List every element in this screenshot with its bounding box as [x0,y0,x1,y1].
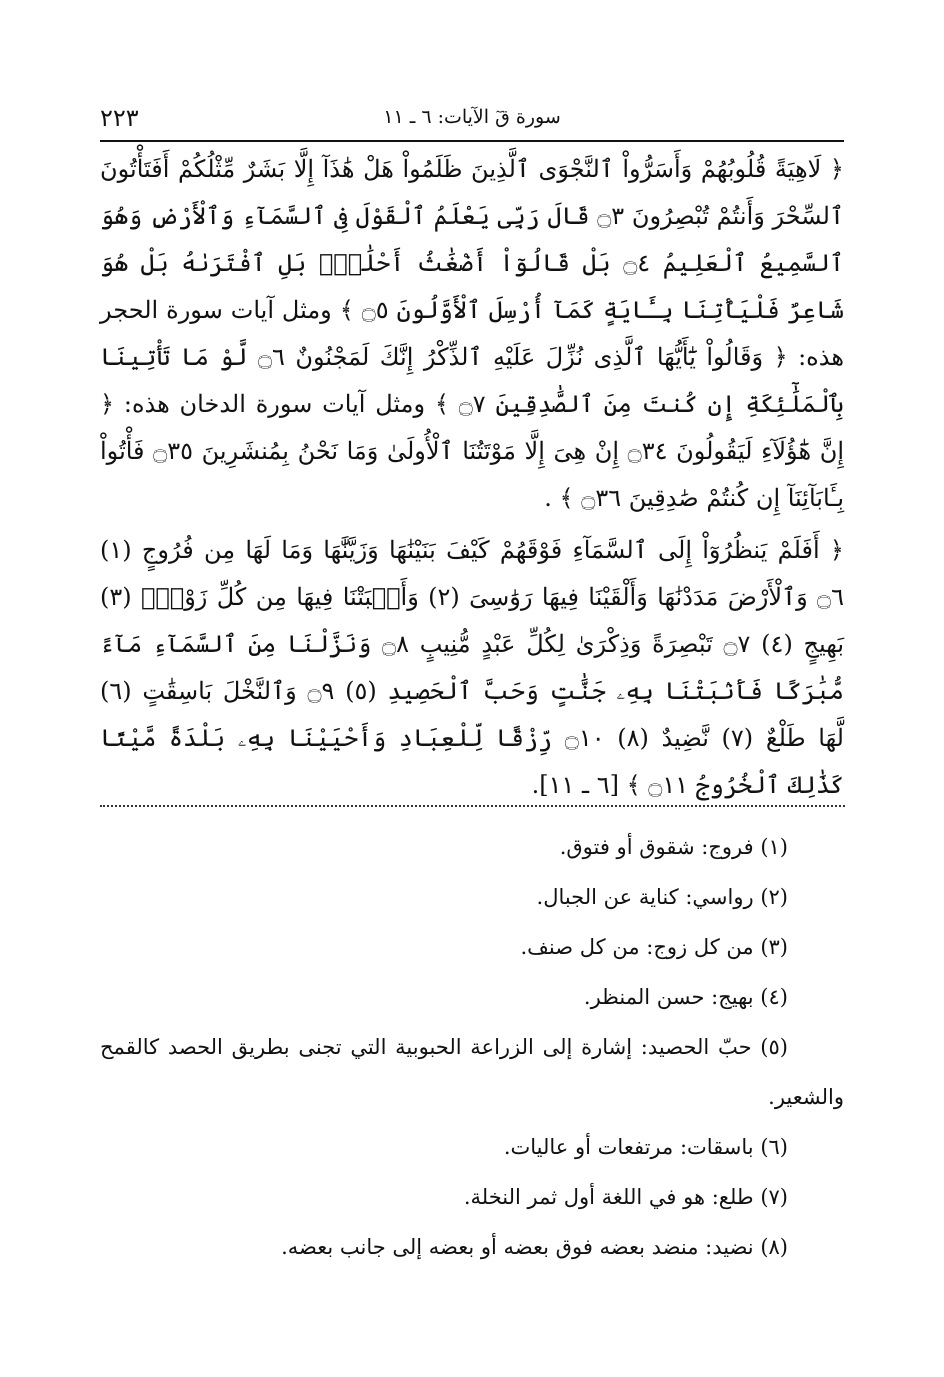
footnote-item: (٢) رواسي: كناية عن الجبال. [536,885,788,909]
body-paragraph-1: ﴿ لَاهِيَةً قُلُوبُهُمْ وَأَسَرُّواْ ٱلنَّجْوَى ٱلَّذِينَ ظَلَمُواْ هَلْ هَٰذَآ إِلَّا بَشَرٌ مِّثْلُكُمْ أَفَتَأْتُونَ ٱلسِّحْرَ وَأَنتُمْ تُبْصِرُونَ ۝٣ قَالَ رَبِّى يَعْلَمُ ٱلْقَوْلَ فِى ٱلسَّمَآءِ وَٱلْأَرْضِ وَهُوَ ٱلسَّمِيعُ ٱلْعَلِيمُ ۝٤ بَلْ قَالُوٓاْ أَضْغَٰثُ أَحْلَٰمٍۭ بَلِ ٱفْتَرَىٰهُ بَلْ هُوَ شَاعِرٌ فَلْيَأْتِنَا بِـَٔايَةٍ كَمَآ أُرْسِلَ ٱلْأَوَّلُونَ ۝٥ ﴾ ومثل آيات سورة الحجر هذه: ﴿ وَقَالُواْ يَٰٓأَيُّهَا ٱلَّذِى نُزِّلَ عَلَيْهِ ٱلذِّكْرُ إِنَّكَ لَمَجْنُونٌ ۝٦ لَّوْ مَا تَأْتِينَا بِٱلْمَلَٰٓئِكَةِ إِن كُنتَ مِنَ ٱلصَّٰدِقِينَ ۝٧ ﴾ ومثل آيات سورة الدخان هذه: ﴿ إِنَّ هَٰٓؤُلَآءِ لَيَقُولُونَ ۝٣٤ إِنْ هِىَ إِلَّا مَوْتَتُنَا ٱلْأُولَىٰ وَمَا نَحْنُ بِمُنشَرِينَ ۝٣٥ فَأْتُواْ بِـَٔابَآئِنَآ إِن كُنتُمْ صَٰدِقِينَ ۝٣٦ ﴾ . [100,155,845,512]
footnotes-list [100,822,844,1272]
footnote-item: (٦) باسقات: مرتفعات أو عاليات. [503,1135,788,1159]
body-paragraph-2: ﴿ أَفَلَمْ يَنظُرُوٓاْ إِلَى ٱلسَّمَآءِ فَوْقَهُمْ كَيْفَ بَنَيْنَٰهَا وَزَيَّنَّٰهَا وَمَا لَهَا مِن فُرُوجٍ (١) ۝٦ وَٱلْأَرْضَ مَدَدْنَٰهَا وَأَلْقَيْنَا فِيهَا رَوَٰسِىَ (٢) وَأَنۢبَتْنَا فِيهَا مِن كُلِّ زَوْجٍۭ (٣) بَهِيجٍ (٤) ۝٧ تَبْصِرَةً وَذِكْرَىٰ لِكُلِّ عَبْدٍ مُّنِيبٍ ۝٨ وَنَزَّلْنَا مِنَ ٱلسَّمَآءِ مَآءً مُّبَٰرَكًا فَأَنۢبَتْنَا بِهِۦ جَنَّٰتٍ وَحَبَّ ٱلْحَصِيدِ (٥) ۝٩ وَٱلنَّخْلَ بَاسِقَٰتٍ (٦) لَّهَا طَلْعٌ (٧) نَّضِيدٌ (٨) ۝١٠ رِّزْقًا لِّلْعِبَادِ وَأَحْيَيْنَا بِهِۦ بَلْدَةً مَّيْتًا كَذَٰلِكَ ٱلْخُرُوجُ ۝١١ ﴾ [٦ ـ ١١]. [100,536,845,799]
footnote-item: (٥) حبّ الحصيد: إشارة إلى الزراعة الحبوبية التي تجنى بطريق الحصد كالقمح والشعير. [100,1035,844,1109]
footnote-item: (٧) طلع: هو في اللغة أول ثمر النخلة. [463,1185,788,1209]
page-number: ٢٢٣ [100,104,139,132]
footnote-separator [100,805,845,807]
footnote-item: (١) فروج: شقوق أو فتوق. [559,835,788,859]
page-title: سورة قٓ الآيات: ٦ ـ ١١ [383,106,561,128]
footnote-item: (٨) نضيد: منضد بعضه فوق بعضه أو بعضه إلى جانب بعضه. [281,1235,788,1259]
footnote-item: (٤) بهيج: حسن المنظر. [583,985,788,1009]
footnote-item: (٣) من كل زوج: من كل صنف. [520,935,788,959]
page-header [100,100,844,142]
